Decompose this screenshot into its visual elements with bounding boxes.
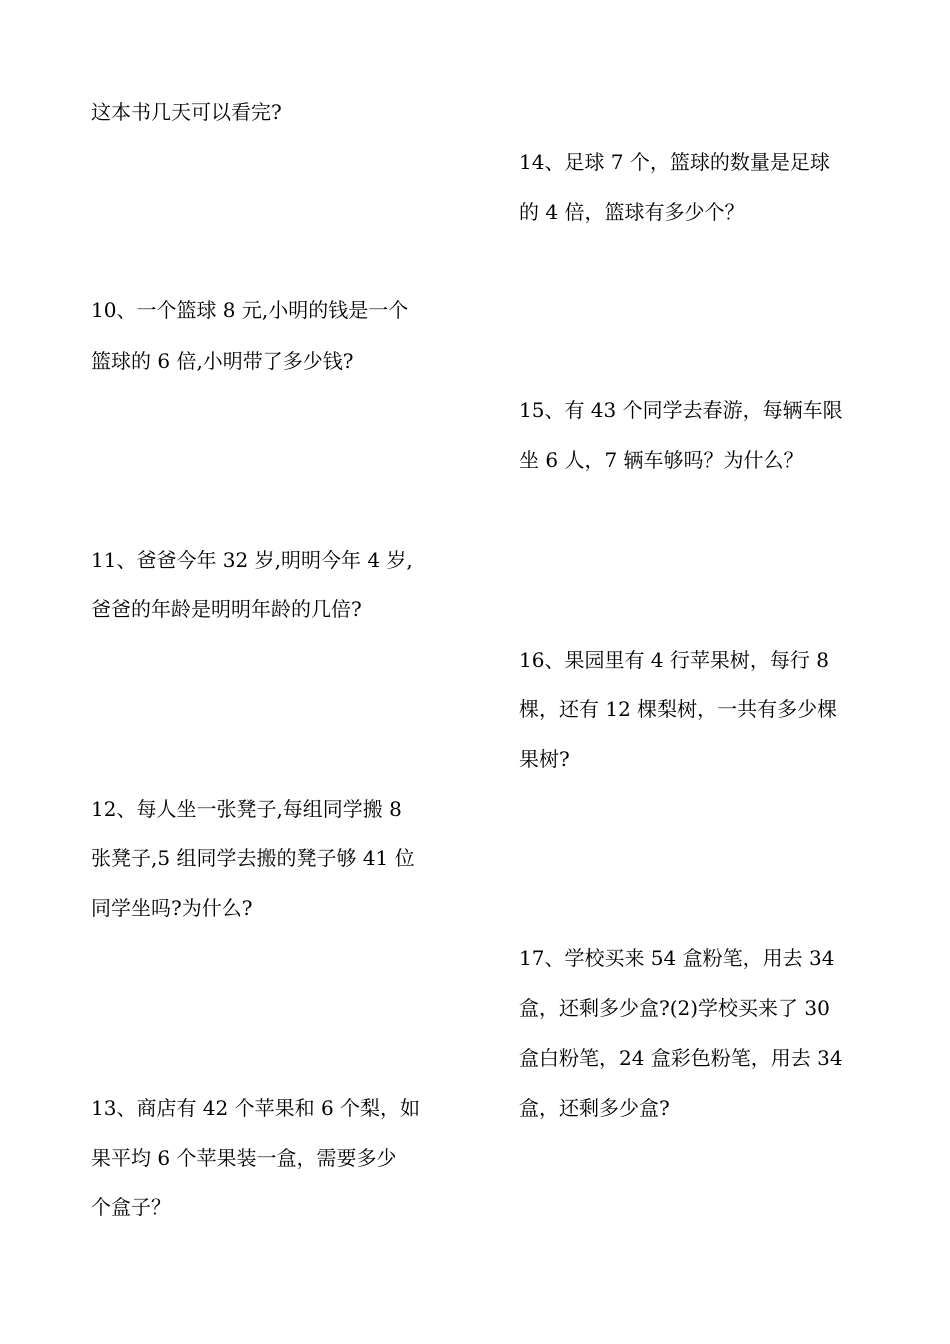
question-line: 15、有 43 个同学去春游，每辆车限	[519, 398, 843, 422]
question-line: 同学坐吗?为什么?	[91, 896, 253, 920]
question-line: 个盒子？	[91, 1195, 171, 1219]
question-line: 爸爸的年龄是明明年龄的几倍?	[91, 597, 362, 621]
question-line: 盒，还剩多少盒?	[519, 1096, 670, 1120]
question-line: 16、果园里有 4 行苹果树，每行 8	[519, 648, 829, 672]
question-line: 的 4 倍，篮球有多少个？	[519, 200, 745, 224]
question-line: 盒白粉笔，24 盒彩色粉笔，用去 34	[519, 1046, 843, 1070]
question-line: 果树?	[519, 747, 570, 771]
question-line: 11、爸爸今年 32 岁,明明今年 4 岁,	[91, 548, 413, 572]
question-line: 这本书几天可以看完?	[91, 100, 282, 124]
question-line: 14、足球 7 个，篮球的数量是足球	[519, 150, 830, 174]
question-line: 篮球的 6 倍,小明带了多少钱?	[91, 349, 354, 373]
question-line: 10、一个篮球 8 元,小明的钱是一个	[91, 298, 409, 322]
question-line: 17、学校买来 54 盒粉笔，用去 34	[519, 946, 835, 970]
question-line: 果平均 6 个苹果装一盒，需要多少	[91, 1146, 397, 1170]
question-line: 张凳子,5 组同学去搬的凳子够 41 位	[91, 846, 415, 870]
question-line: 坐 6 人，7 辆车够吗？为什么？	[519, 448, 804, 472]
question-line: 棵，还有 12 棵梨树，一共有多少棵	[519, 697, 838, 721]
question-line: 12、每人坐一张凳子,每组同学搬 8	[91, 797, 402, 821]
question-line: 盒，还剩多少盒?(2)学校买来了 30	[519, 996, 830, 1020]
question-line: 13、商店有 42 个苹果和 6 个梨，如	[91, 1096, 421, 1120]
